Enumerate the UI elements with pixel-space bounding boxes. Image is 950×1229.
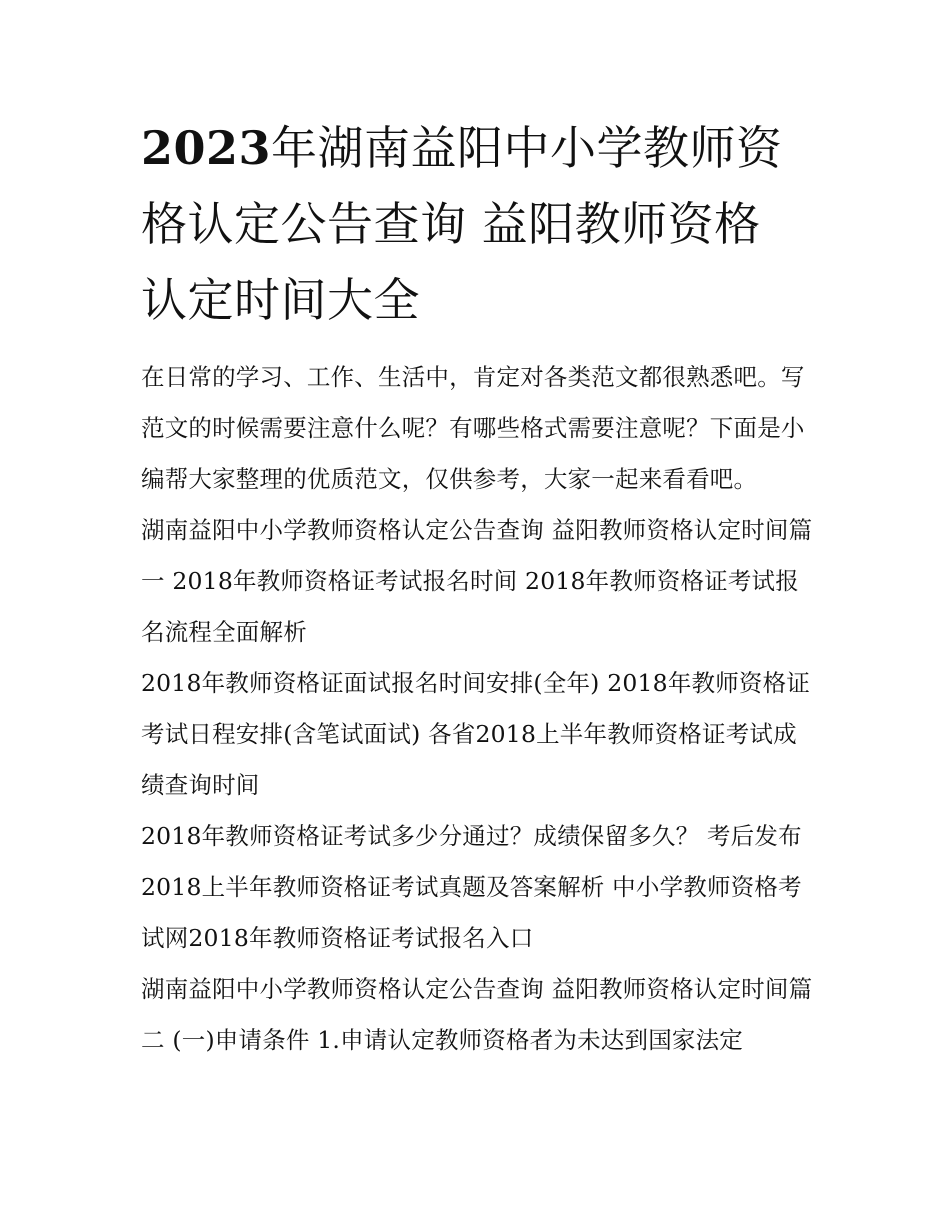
- schedule-paragraph: 2018年教师资格证面试报名时间安排(全年) 2018年教师资格证考试日程安排(含笔试面试) 各省2018上半年教师资格证考试成绩查询时间: [141, 669, 811, 799]
- section-one-paragraph: 湖南益阳中小学教师资格认定公告查询 益阳教师资格认定时间篇一 2018年教师资格证考试报名时间 2018年教师资格证考试报名流程全面解析: [141, 516, 813, 646]
- title-year: 2023: [141, 121, 272, 175]
- title-text: 年湖南益阳中小学教师资格认定公告查询 益阳教师资格认定时间大全: [141, 121, 783, 327]
- score-paragraph: 2018年教师资格证考试多少分通过？成绩保留多久？ 考后发布2018上半年教师资格证考试真题及答案解析 中小学教师资格考试网2018年教师资格证考试报名入口: [141, 822, 802, 952]
- document-title: [141, 110, 806, 338]
- intro-paragraph: 在日常的学习、工作、生活中，肯定对各类范文都很熟悉吧。写范文的时候需要注意什么呢？有哪些格式需要注意呢？下面是小编帮大家整理的优质范文，仅供参考，大家一起来看看吧。: [141, 363, 805, 493]
- document-body: [141, 110, 821, 1066]
- section-two-paragraph: 湖南益阳中小学教师资格认定公告查询 益阳教师资格认定时间篇二 (一)申请条件 1.申请认定教师资格者为未达到国家法定: [141, 975, 813, 1054]
